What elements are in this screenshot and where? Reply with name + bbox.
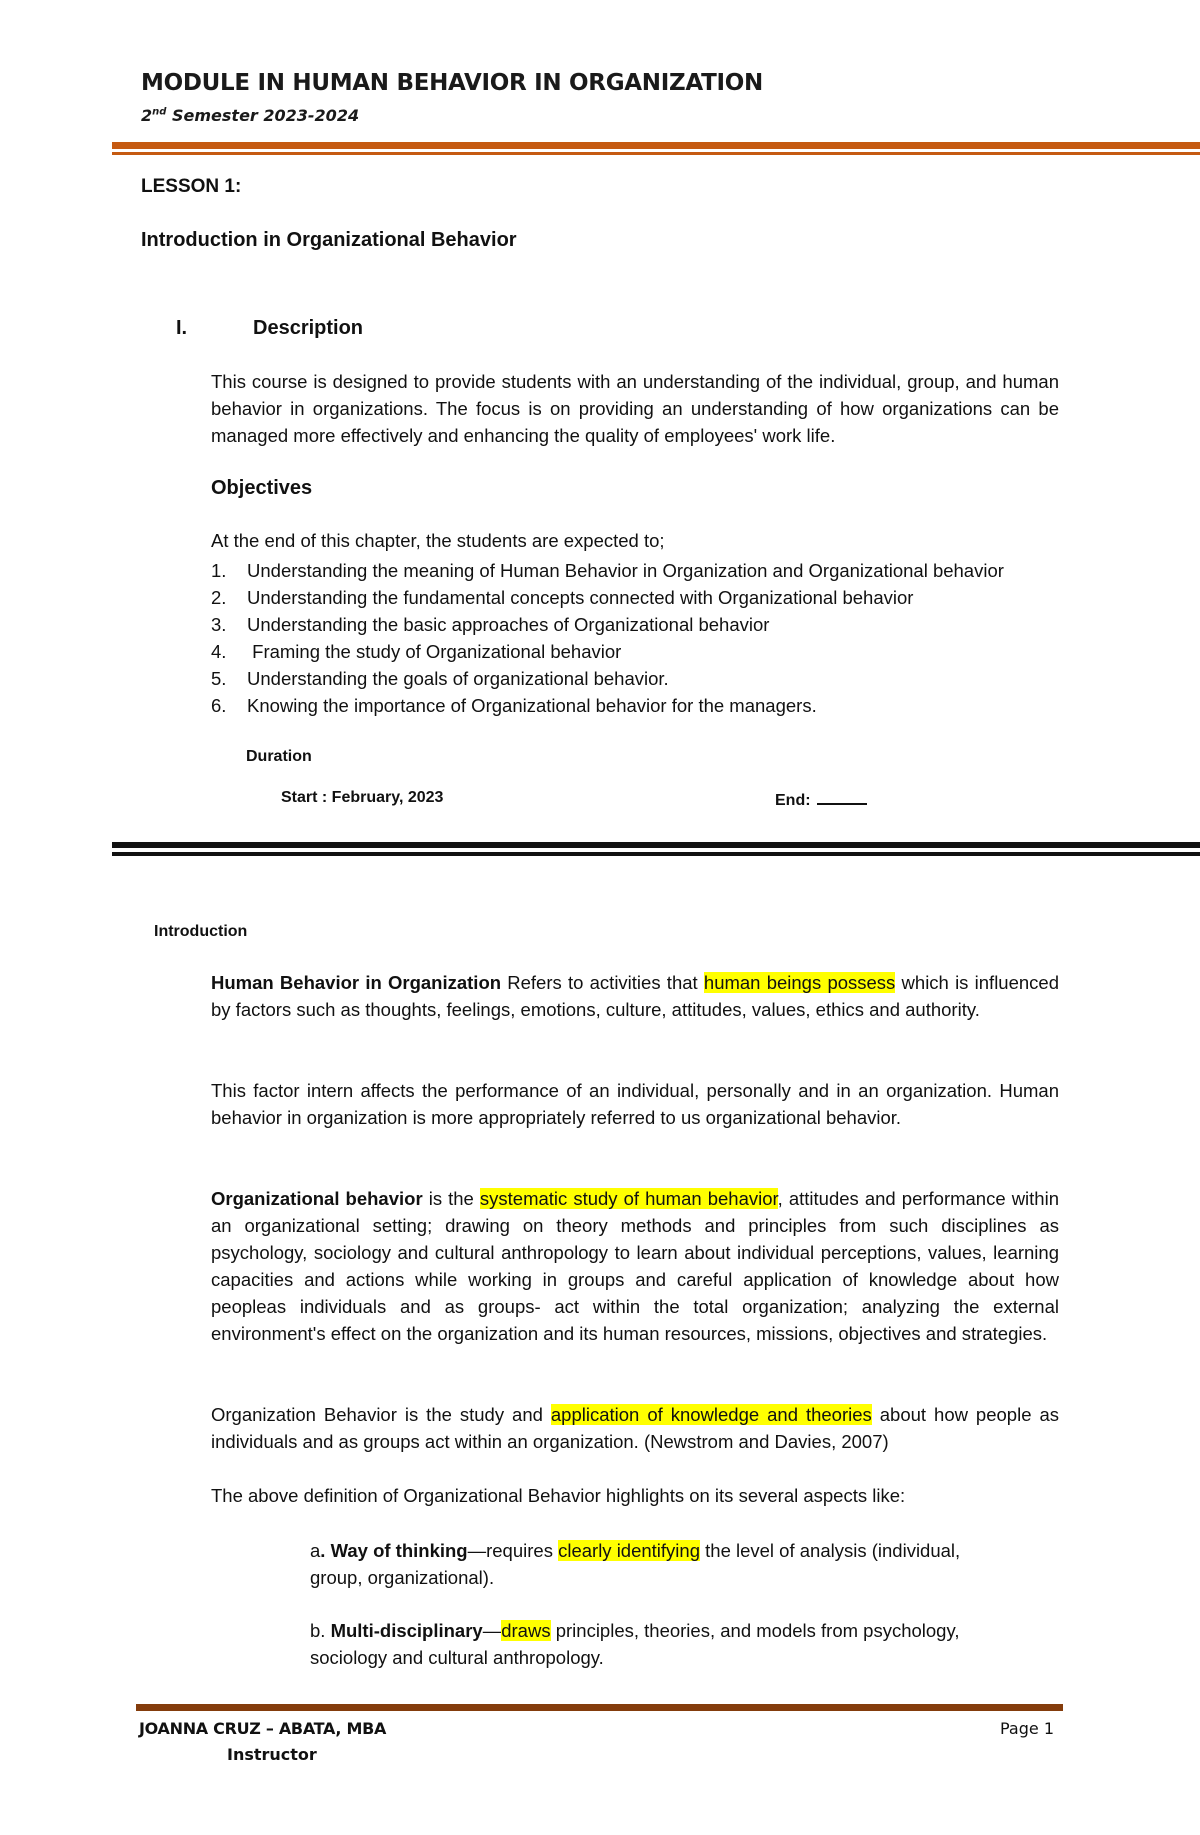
hbo-text-post: which is influenced by factors such as thoughts, feelings, emotions, culture, attitudes, values, ethics and authority. [211,972,1059,1020]
objective-number: 2. [211,587,227,608]
aspect-b-pre: — [482,1620,502,1641]
factor-paragraph: This factor intern affects the performance of an individual, personally and in an organization. Human behavior in organization is more appropriately referred to us organizational behavior. [211,1080,1059,1128]
aspect-b-post: principles, theories, and models from psychology, sociology and cultural anthropology. [310,1620,960,1668]
aspect-a-highlight: clearly identifying [558,1540,700,1561]
hbo-text-pre: Refers to activities that [501,972,704,993]
header-rule-thick [112,142,1200,149]
objective-item [211,611,1004,638]
aspect-a-letter: a [310,1540,321,1561]
objective-text: Understanding the goals of organizational behavior. [247,668,669,689]
duration-end [775,789,867,810]
ob-highlight: systematic study of human behavior [479,1188,778,1209]
objective-number: 5. [211,668,227,689]
semester-ordinal-suffix: nd [152,106,167,118]
aspect-b [310,1617,1010,1671]
section-divider-thin [112,852,1200,856]
objective-item [211,665,1004,692]
header-rule-thin [112,152,1200,155]
aspect-b-letter: b. [310,1620,331,1641]
semester-label [141,106,359,125]
objective-text: Knowing the importance of Organizational behavior for the managers. [247,695,817,716]
duration-start: Start : February, 2023 [281,789,444,806]
aspect-a [310,1537,1010,1591]
section-numeral: I. [176,317,188,339]
objective-text: Understanding the basic approaches of Organizational behavior [247,614,770,635]
footer-rule [136,1704,1063,1711]
introduction-heading: Introduction [154,923,248,940]
aspects-intro: The above definition of Organizational Behavior highlights on its several aspects like: [211,1485,906,1506]
aspect-a-post: the level of analysis (individual, group, organizational). [310,1540,961,1588]
objective-number: 3. [211,614,227,635]
ob-definition [211,1185,1059,1347]
instructor-name: JOANNA CRUZ – ABATA, MBA [139,1719,387,1738]
objective-text: Understanding the fundamental concepts connected with Organizational behavior [247,587,914,608]
instructor-role: Instructor [227,1745,317,1764]
module-title: MODULE IN HUMAN BEHAVIOR IN ORGANIZATION [141,70,763,96]
description-heading: Description [253,317,364,339]
hbo-term: Human Behavior in Organization [211,972,502,993]
aspect-b-highlight: draws [501,1620,551,1641]
section-divider-thick [112,842,1200,848]
semester-ordinal: 2 [141,106,153,125]
ob2-text-pre: Organization Behavior is the study and [211,1404,551,1425]
objective-text: Understanding the meaning of Human Behavior in Organization and Organizational behavior [247,560,1004,581]
objective-number: 1. [211,560,227,581]
aspect-a-term: . Way of thinking [320,1540,468,1561]
ob-term: Organizational behavior [211,1188,423,1209]
ob2-highlight: application of knowledge and theories [550,1404,872,1425]
description-paragraph: This course is designed to provide students with an understanding of the individual, group, and human behavior in organizations. The focus is on providing an understanding of how organizations can be managed more effectively and enhancing the quality of employees' work life. [211,371,1059,446]
semester-text: Semester 2023-2024 [166,106,360,125]
objectives-list [211,557,1004,719]
lesson-title: Introduction in Organizational Behavior [141,229,517,251]
objective-item [211,584,1004,611]
hbo-definition [211,969,1059,1023]
ob-citation-paragraph [211,1401,1059,1455]
objectives-intro: At the end of this chapter, the students are expected to; [211,530,665,551]
ob2-text-post: about how people as individuals and as groups act within an organization. (Newstrom and Davies, 2007) [211,1404,1059,1452]
ob-text-pre: is the [422,1188,480,1209]
objectives-heading: Objectives [211,477,313,499]
objective-item [211,692,1004,719]
objective-number: 6. [211,695,227,716]
aspect-a-pre: —requires [467,1540,559,1561]
duration-end-blank [817,789,867,805]
duration-heading: Duration [246,748,312,765]
hbo-highlight: human beings possess [703,972,896,993]
aspect-b-term: Multi-disciplinary [330,1620,483,1641]
objective-number: 4. [211,641,227,662]
objective-text: Framing the study of Organizational behavior [247,641,622,662]
objective-item [211,557,1004,584]
page-number: Page 1 [1000,1719,1054,1738]
duration-end-label: End: [775,792,811,809]
ob-text-post: , attitudes and performance within an organizational setting; drawing on theory methods and principles from such disciplines as psychology, sociology and cultural anthropology to learn about individual perceptions, values, learning capacities and actions while working in groups and careful application of knowledge about how peopleas individuals and as groups- act within the total organization; analyzing the external environment's effect on the organization and its human resources, missions, objectives and strategies. [211,1188,1059,1344]
objective-item [211,638,1004,665]
lesson-label: LESSON 1: [141,176,242,197]
